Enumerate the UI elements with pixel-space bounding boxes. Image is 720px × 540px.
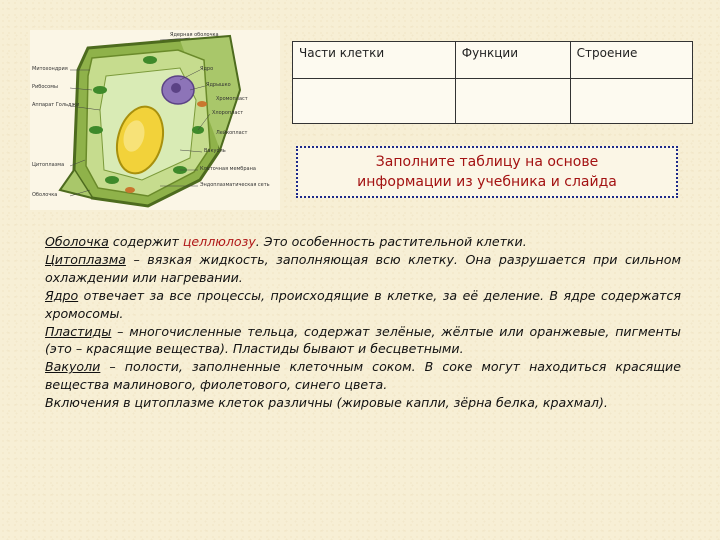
term-wall: Оболочка [45, 234, 109, 249]
paragraph-vacuoles [45, 358, 681, 394]
table-cell[interactable] [293, 79, 456, 124]
paragraph-nucleus [45, 287, 681, 323]
cell-parts-table [292, 41, 693, 124]
figure-label: Хромопласт [216, 96, 248, 102]
task-line: Заполните таблицу на основе [375, 154, 599, 170]
figure-label: Ядерная оболочка [170, 32, 219, 38]
paragraph-wall [45, 233, 681, 251]
figure-label: Оболочка [32, 192, 58, 198]
table-row [293, 79, 693, 124]
paragraph-cytoplasm [45, 251, 681, 287]
table-cell[interactable] [455, 79, 570, 124]
text-span: . Это особенность растительной клетки. [255, 234, 527, 249]
figure-label: Клеточная мембрана [200, 166, 256, 172]
table-header-parts: Части клетки [293, 42, 456, 79]
table-header-functions: Функции [455, 42, 570, 79]
figure-label: Ядро [200, 66, 214, 72]
figure-label: Эндоплазматическая сеть [200, 182, 270, 188]
text-span: – многочисленные тельца, содержат зелёные, жёлтые или оранжевые, пигменты (это – красящие вещества). Пластиды бывают и бесцветными. [45, 323, 681, 357]
text-span: – полости, заполненные клеточным соком. В соке могут находиться красящие вещества малинового, фиолетового, синего цвета. [45, 359, 681, 393]
lesson-text [45, 233, 681, 412]
plant-cell-diagram [30, 30, 280, 210]
figure-label: Цитоплазма [32, 162, 65, 168]
figure-label: Аппарат Гольджи [32, 102, 80, 108]
figure-label: Митохондрия [32, 66, 68, 72]
task-box [296, 146, 678, 198]
term-nucleus: Ядро [45, 287, 79, 303]
figure-label: Ядрышко [206, 82, 231, 88]
task-line: информации из учебника и слайда [357, 174, 617, 190]
text-span: содержит [108, 234, 183, 249]
table-header-structure: Строение [570, 42, 692, 79]
term-cellulose: целлюлозу [182, 234, 256, 249]
figure-label: Хлоропласт [212, 110, 244, 116]
table-cell[interactable] [570, 79, 692, 124]
text-span: – вязкая жидкость, заполняющая всю клетку. Она разрушается при сильном охлаждении или нагревании. [45, 251, 681, 285]
figure-label: Лейкопласт [216, 130, 248, 136]
figure-label: Вакуоль [204, 148, 226, 154]
paragraph-plastids [45, 323, 681, 359]
text-span: отвечает за все процессы, происходящие в клетке, за её деление. В ядре содержатся хромосомы. [45, 287, 681, 321]
paragraph-inclusions: Включения в цитоплазме клеток различны (жировые капли, зёрна белка, крахмал). [45, 395, 608, 411]
table-header-row [293, 42, 693, 79]
term-vacuoles: Вакуоли [45, 359, 101, 375]
term-cytoplasm: Цитоплазма [45, 251, 126, 267]
figure-label: Рибосомы [32, 84, 58, 90]
term-plastids: Пластиды [45, 323, 112, 339]
